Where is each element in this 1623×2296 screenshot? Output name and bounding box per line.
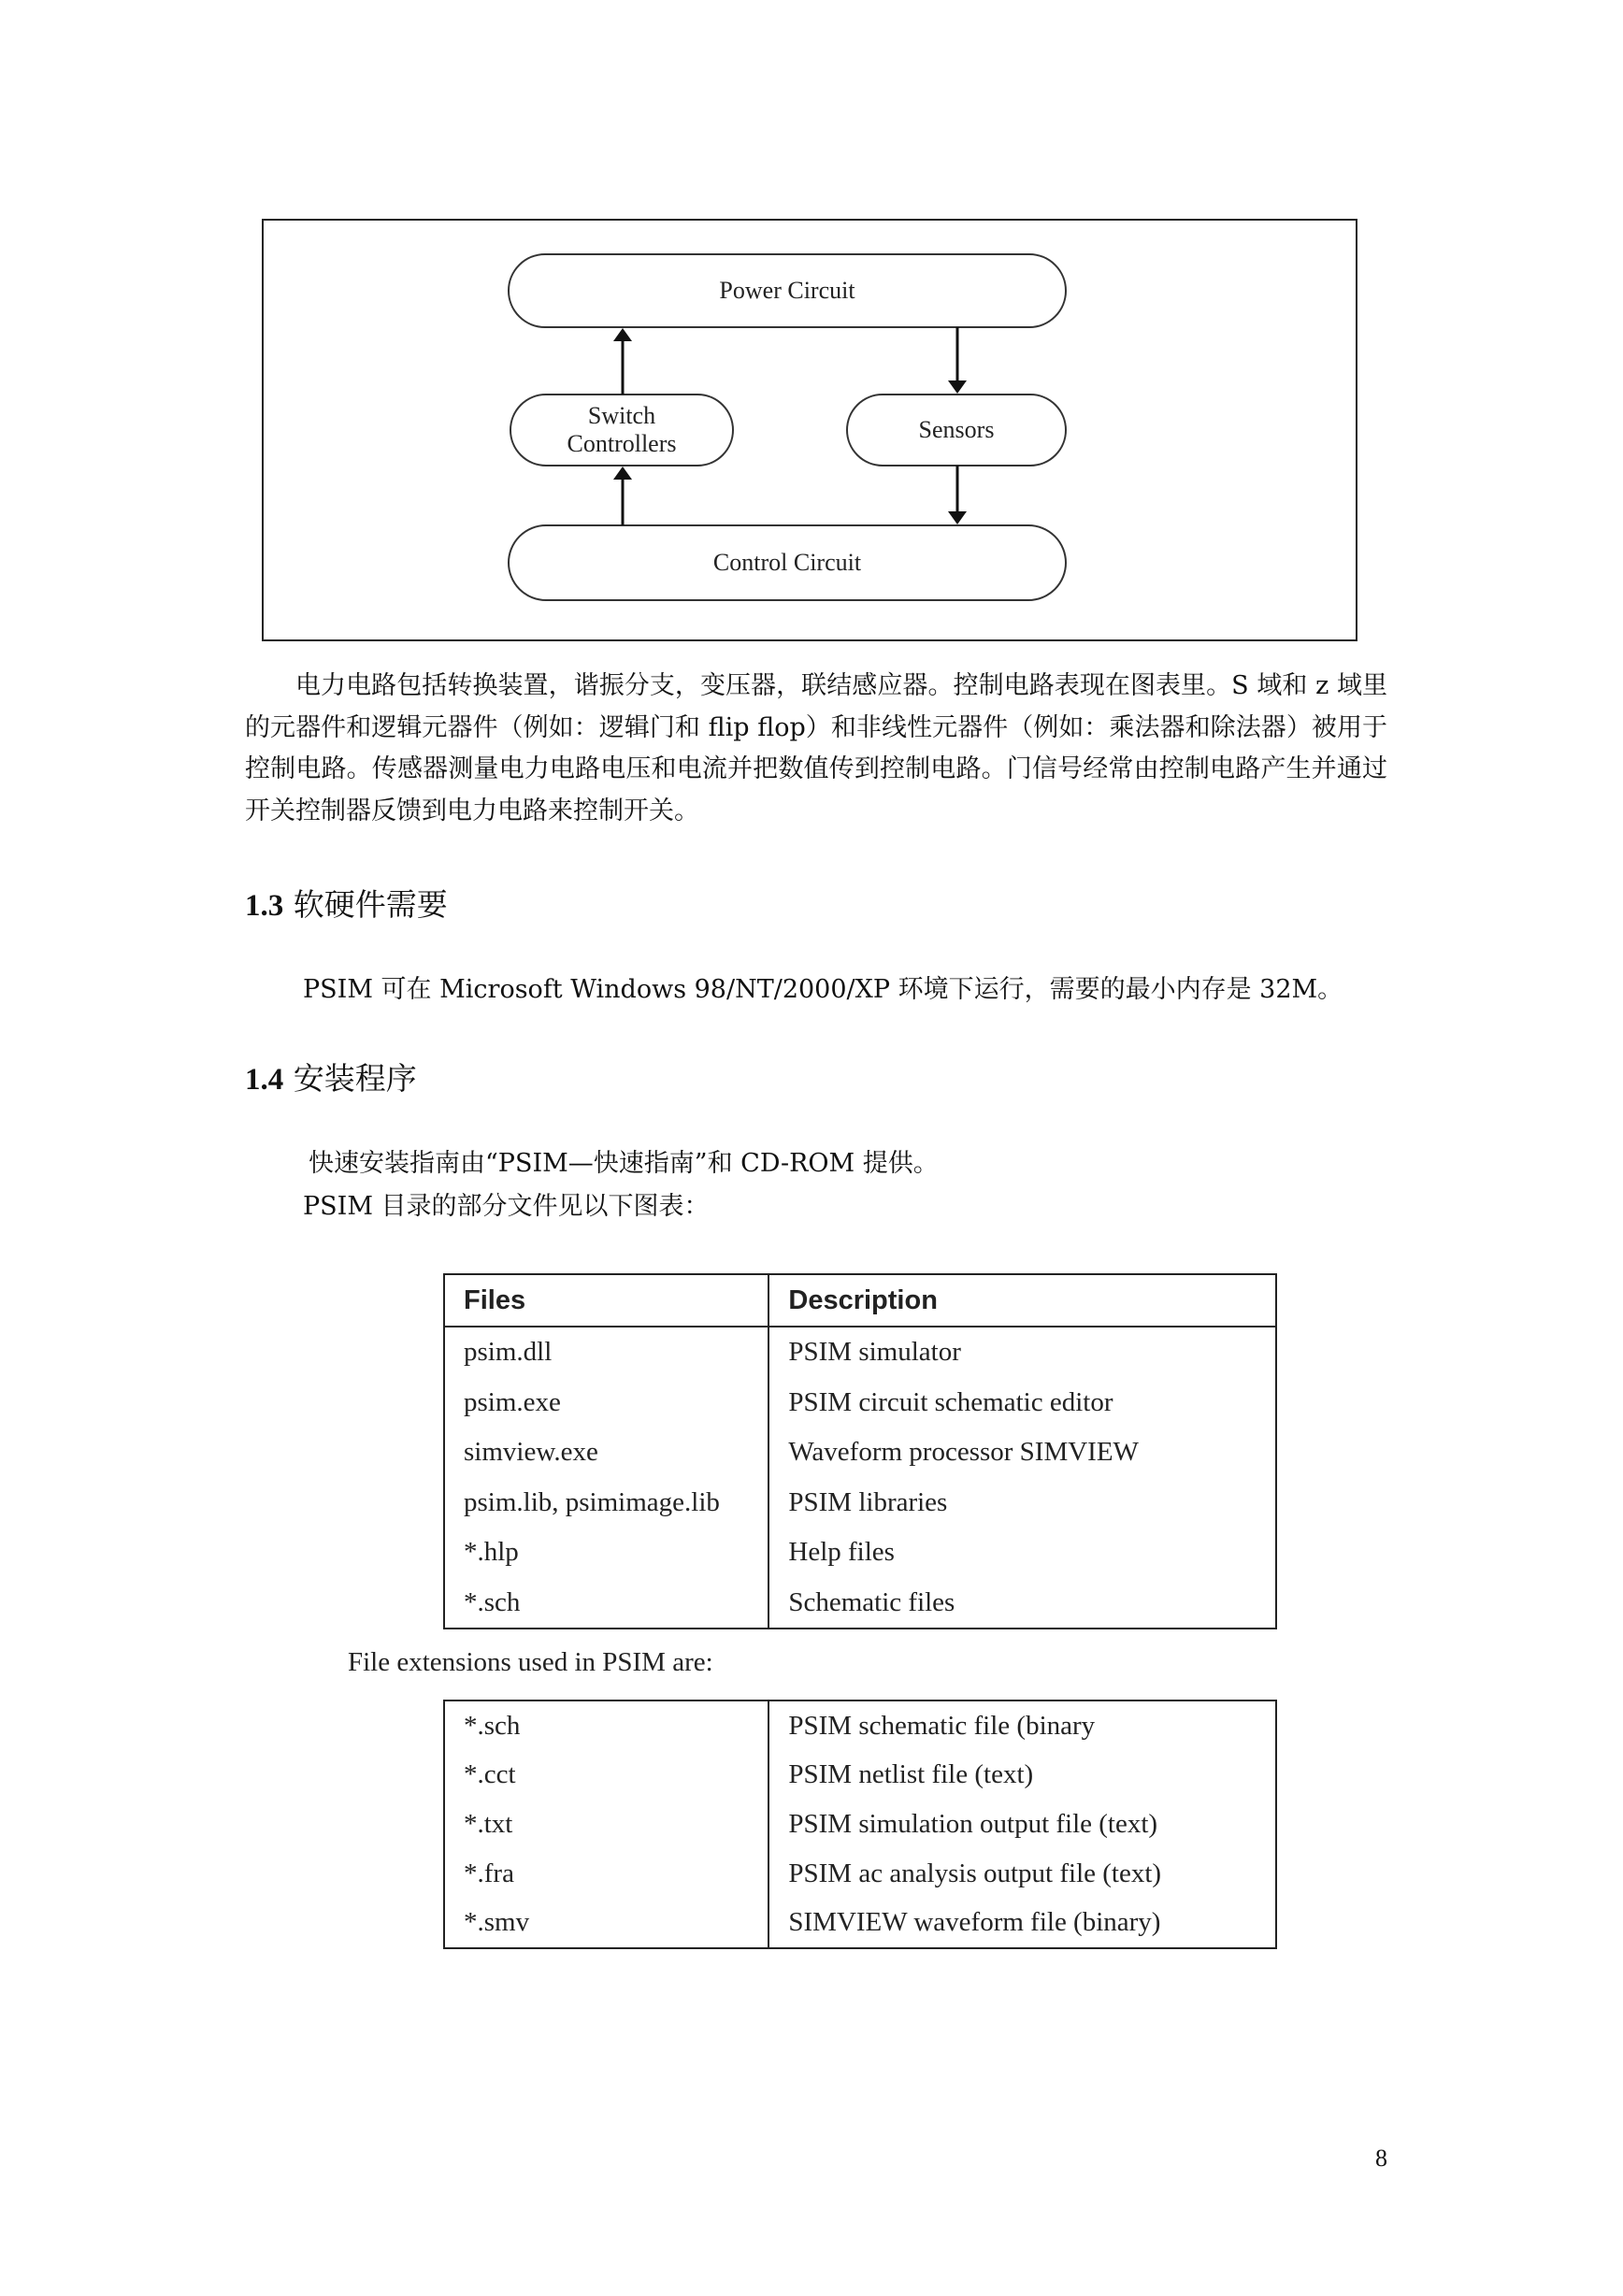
extension-description: PSIM ac analysis output file (text) [788, 1858, 1162, 1888]
control-circuit-label: Control Circuit [712, 549, 862, 576]
file-name: *.hlp [444, 1528, 768, 1578]
file-description: PSIM circuit schematic editor [788, 1386, 1113, 1417]
table-row [444, 1578, 1276, 1629]
file-name: psim.dll [444, 1327, 768, 1378]
extension: *.cct [444, 1751, 768, 1801]
line-directory-files: PSIM 目录的部分文件见以下图表： [303, 1192, 710, 1221]
extensions-table [443, 1700, 1277, 1949]
extension: *.fra [444, 1849, 768, 1899]
table-row [444, 1800, 1276, 1849]
table-row [444, 1849, 1276, 1899]
switch-controllers-label: Switch Controllers [567, 402, 677, 457]
header-files: Files [444, 1274, 768, 1327]
extension-description: PSIM netlist file (text) [788, 1759, 1034, 1790]
extension: *.sch [444, 1700, 768, 1751]
section-heading-1-3 [245, 881, 448, 925]
sensors-label: Sensors [918, 416, 995, 443]
table-row [444, 1378, 1276, 1428]
extension: *.txt [444, 1800, 768, 1849]
file-description: Schematic files [788, 1586, 955, 1617]
table-row [444, 1898, 1276, 1948]
extensions-caption: File extensions used in PSIM are: [348, 1647, 713, 1677]
file-description: Waveform processor SIMVIEW [788, 1437, 1139, 1468]
line-quick-install: 快速安装指南由“PSIM—快速指南”和 CD-ROM 提供。 [309, 1149, 939, 1178]
file-name: simview.exe [444, 1428, 768, 1478]
section-title: 软硬件需要 [293, 886, 448, 923]
file-description: PSIM libraries [788, 1486, 948, 1517]
section-number: 1.3 [245, 889, 284, 923]
extension-description: SIMVIEW waveform file (binary) [788, 1907, 1161, 1938]
block-diagram [262, 219, 1357, 641]
section-number: 1.4 [245, 1063, 284, 1097]
file-name: *.sch [444, 1578, 768, 1629]
table-row [444, 1751, 1276, 1801]
section-title: 安装程序 [293, 1060, 417, 1097]
extension-description: PSIM schematic file (binary [788, 1710, 1096, 1741]
table-header-row [444, 1274, 1276, 1327]
header-description: Description [768, 1274, 1276, 1327]
extension-description: PSIM simulation output file (text) [788, 1808, 1158, 1839]
table-row [444, 1478, 1276, 1528]
file-name: psim.exe [444, 1378, 768, 1428]
file-description: Help files [788, 1537, 895, 1568]
table-row [444, 1327, 1276, 1378]
files-table [443, 1273, 1277, 1629]
file-name: psim.lib, psimimage.lib [444, 1478, 768, 1528]
file-description: PSIM simulator [788, 1337, 961, 1368]
paragraph-requirements: PSIM 可在 Microsoft Windows 98/NT/2000/XP 环境下运行，需要的最小内存是 32M。 [303, 975, 1343, 1004]
table-row [444, 1700, 1276, 1751]
table-row [444, 1428, 1276, 1478]
table-row [444, 1528, 1276, 1578]
paragraph-circuit-description: 电力电路包括转换装置，谐振分支，变压器，联结感应器。控制电路表现在图表里。S 域和 z 域里的元器件和逻辑元器件（例如：逻辑门和 flip flop）和非线性元器件（例如：乘法器和除法器）被用于控制电路。传感器测量电力电路电压和电流并把数值传到控制电路。门信号经常由控制电路产生并通过开关控制器反馈到电力电路来控制开关。 [245, 671, 1387, 825]
extension: *.smv [444, 1898, 768, 1948]
page-number: 8 [1375, 2145, 1387, 2172]
power-circuit-label: Power Circuit [719, 277, 855, 304]
file-tables-figure [318, 1236, 1328, 1976]
section-heading-1-4 [245, 1055, 417, 1098]
